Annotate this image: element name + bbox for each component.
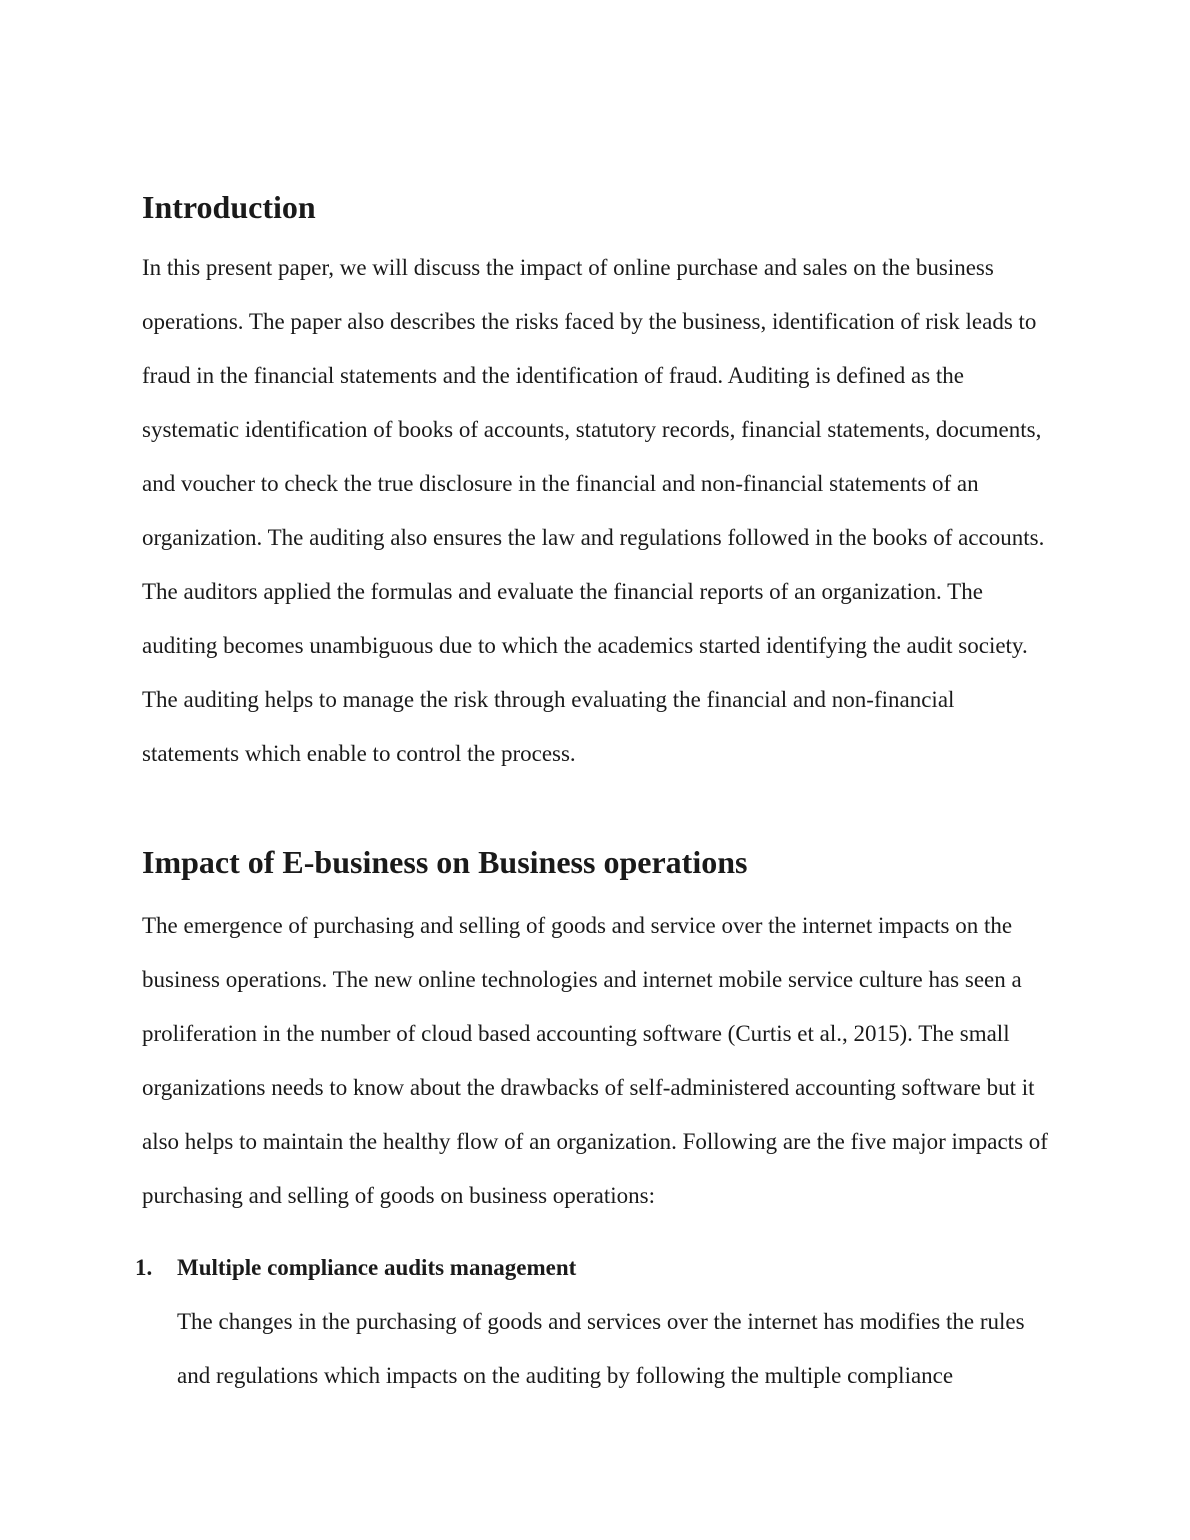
list-item-body <box>177 1241 1048 1403</box>
introduction-paragraph: In this present paper, we will discuss the impact of online purchase and sales on the business operations. The paper also describes the risks faced by the business, identification of risk leads to fraud in the financial statements and the identification of fraud. Auditing is defined as the systematic identification of books of accounts, statutory records, financial statements, documents, and voucher to check the true disclosure in the financial and non-financial statements of an organization. The auditing also ensures the law and regulations followed in the books of accounts. The auditors applied the formulas and evaluate the financial reports of an organization. The auditing becomes unambiguous due to which the academics started identifying the audit society. The auditing helps to manage the risk through evaluating the financial and non-financial statements which enable to control the process. <box>142 255 1045 766</box>
section-heading-impact-of-e-business: Impact of E-business on Business operations <box>142 844 748 880</box>
impact-paragraph: The emergence of purchasing and selling of goods and service over the internet impacts on the business operations. The new online technologies and internet mobile service culture has seen a proliferation in the number of cloud based accounting software (Curtis et al., 2015). The small organizations needs to know about the drawbacks of self-administered accounting software but it also helps to maintain the healthy flow of an organization. Following are the five major impacts of purchasing and selling of goods on business operations: <box>142 913 1048 1208</box>
impacts-numbered-list <box>135 1241 1048 1403</box>
list-item <box>135 1241 1048 1403</box>
list-item-paragraph: The changes in the purchasing of goods and services over the internet has modifies the rules and regulations which impacts on the auditing by following the multiple compliance <box>177 1309 1025 1388</box>
section-heading-introduction: Introduction <box>142 189 316 225</box>
list-item-number: 1. <box>135 1255 153 1280</box>
list-item-title: Multiple compliance audits management <box>177 1255 577 1280</box>
